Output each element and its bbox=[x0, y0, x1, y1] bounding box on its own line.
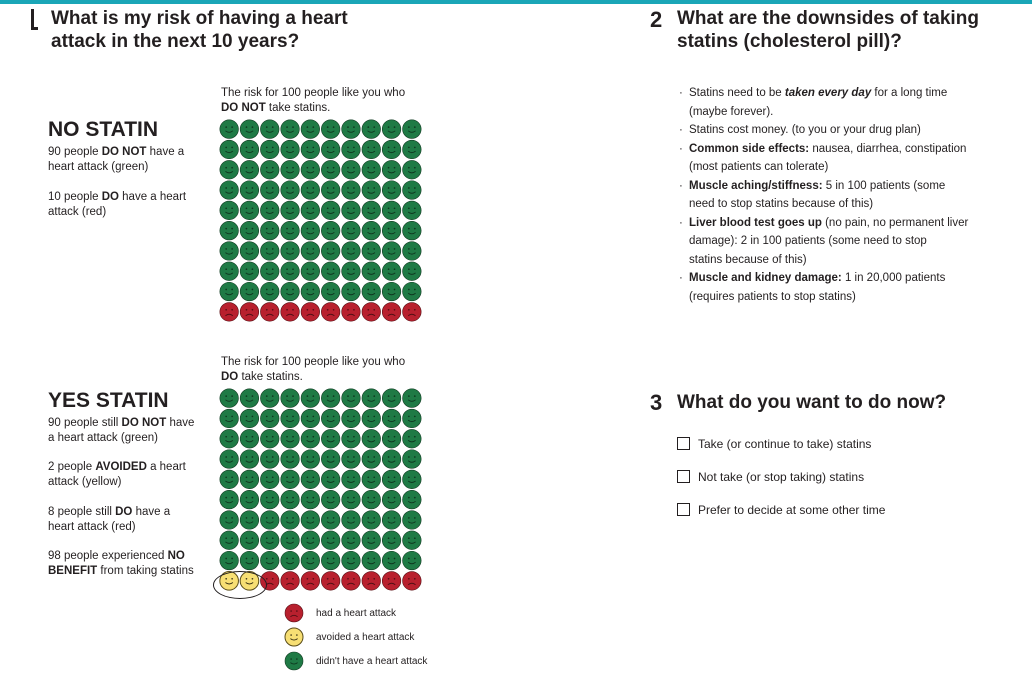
happy-face bbox=[342, 181, 361, 200]
option-not-take-statins[interactable]: Not take (or stop taking) statins bbox=[677, 468, 885, 485]
sad-face bbox=[285, 604, 303, 622]
happy-face bbox=[281, 221, 300, 240]
happy-face bbox=[342, 201, 361, 220]
checkbox[interactable] bbox=[677, 503, 690, 516]
happy-face bbox=[362, 511, 381, 530]
happy-face bbox=[260, 511, 279, 530]
happy-face bbox=[220, 181, 239, 200]
happy-face bbox=[240, 470, 259, 489]
happy-face bbox=[321, 140, 340, 159]
yes-statin-desc-1: 90 people still DO NOT have a heart attack (green) bbox=[48, 417, 195, 444]
happy-face bbox=[382, 242, 401, 261]
happy-face bbox=[321, 120, 340, 139]
happy-face bbox=[220, 242, 239, 261]
happy-face bbox=[321, 221, 340, 240]
happy-face bbox=[342, 511, 361, 530]
happy-face bbox=[281, 470, 300, 489]
yes-statin-caption: The risk for 100 people like you who DO take statins. bbox=[221, 356, 406, 383]
happy-face bbox=[220, 282, 239, 301]
happy-face bbox=[321, 389, 340, 408]
happy-face bbox=[321, 160, 340, 179]
q1-bracket bbox=[31, 9, 38, 30]
yes-statin-desc-4: 98 people experienced NO BENEFIT from taking statins bbox=[48, 550, 194, 577]
happy-face bbox=[362, 160, 381, 179]
happy-face bbox=[321, 242, 340, 261]
sad-face bbox=[240, 303, 259, 322]
happy-face bbox=[362, 470, 381, 489]
happy-face bbox=[281, 160, 300, 179]
no-statin-caption: The risk for 100 people like you who DO NOT take statins. bbox=[221, 87, 406, 114]
happy-face bbox=[403, 531, 422, 550]
happy-face bbox=[321, 551, 340, 570]
happy-face bbox=[240, 490, 259, 509]
happy-face bbox=[321, 429, 340, 448]
list-item: · Statins need to be taken every day for a long time (maybe forever). bbox=[679, 84, 999, 121]
happy-face bbox=[321, 201, 340, 220]
happy-face bbox=[220, 221, 239, 240]
happy-face bbox=[260, 389, 279, 408]
yes-statin-desc-3: 8 people still DO have a heart attack (red) bbox=[48, 506, 171, 533]
sad-face bbox=[382, 572, 401, 591]
green-face-svg bbox=[284, 651, 304, 671]
list-item: · Statins cost money. (to you or your drug plan) bbox=[679, 121, 999, 140]
happy-face bbox=[240, 409, 259, 428]
happy-face bbox=[321, 409, 340, 428]
happy-face bbox=[382, 450, 401, 469]
happy-face bbox=[403, 120, 422, 139]
happy-face bbox=[281, 282, 300, 301]
happy-face bbox=[240, 181, 259, 200]
happy-face bbox=[403, 140, 422, 159]
happy-face bbox=[220, 531, 239, 550]
happy-face bbox=[403, 389, 422, 408]
happy-face bbox=[382, 160, 401, 179]
happy-face bbox=[301, 429, 320, 448]
red-face-svg bbox=[284, 603, 304, 623]
happy-face bbox=[260, 120, 279, 139]
happy-face bbox=[382, 120, 401, 139]
happy-face bbox=[362, 450, 381, 469]
sad-face bbox=[403, 303, 422, 322]
happy-face bbox=[382, 201, 401, 220]
happy-face bbox=[382, 409, 401, 428]
happy-face bbox=[403, 242, 422, 261]
q1-title: What is my risk of having a heart attack in the next 10 years? bbox=[51, 8, 348, 52]
sad-face bbox=[321, 303, 340, 322]
legend-green: didn't have a heart attack bbox=[284, 649, 427, 673]
happy-face bbox=[403, 181, 422, 200]
happy-face bbox=[240, 551, 259, 570]
no-statin-desc-2: 10 people DO have a heart attack (red) bbox=[48, 191, 187, 218]
happy-face bbox=[342, 160, 361, 179]
avoided-highlight-ellipse bbox=[213, 571, 267, 599]
happy-face bbox=[260, 470, 279, 489]
happy-face bbox=[321, 531, 340, 550]
checkbox[interactable] bbox=[677, 437, 690, 450]
happy-face bbox=[382, 262, 401, 281]
happy-face bbox=[403, 470, 422, 489]
happy-face bbox=[240, 531, 259, 550]
legend-yellow: avoided a heart attack bbox=[284, 625, 427, 649]
sad-face bbox=[281, 303, 300, 322]
happy-face bbox=[240, 201, 259, 220]
happy-face bbox=[342, 470, 361, 489]
sad-face bbox=[403, 572, 422, 591]
happy-face bbox=[220, 490, 239, 509]
list-item: · Muscle aching/stiffness: 5 in 100 patients (some need to stop statins because of this) bbox=[679, 177, 999, 214]
happy-face bbox=[220, 551, 239, 570]
checkbox[interactable] bbox=[677, 470, 690, 483]
happy-face bbox=[240, 389, 259, 408]
happy-face bbox=[260, 160, 279, 179]
yes-statin-label: YES STATIN bbox=[48, 389, 169, 412]
happy-face bbox=[220, 389, 239, 408]
happy-face bbox=[382, 282, 401, 301]
q3-number: 3 bbox=[650, 390, 663, 415]
happy-face bbox=[301, 511, 320, 530]
happy-face bbox=[342, 120, 361, 139]
happy-face bbox=[281, 120, 300, 139]
happy-face bbox=[342, 429, 361, 448]
happy-face bbox=[382, 429, 401, 448]
happy-face bbox=[285, 652, 303, 670]
face-grid-svg bbox=[219, 388, 422, 591]
happy-face bbox=[301, 389, 320, 408]
happy-face bbox=[342, 531, 361, 550]
happy-face bbox=[382, 551, 401, 570]
sad-face bbox=[301, 303, 320, 322]
option-decide-later[interactable]: Prefer to decide at some other time bbox=[677, 501, 885, 518]
happy-face bbox=[260, 429, 279, 448]
happy-face bbox=[403, 490, 422, 509]
happy-face bbox=[362, 242, 381, 261]
happy-face bbox=[403, 409, 422, 428]
happy-face bbox=[362, 140, 381, 159]
legend-red: had a heart attack bbox=[284, 601, 427, 625]
happy-face bbox=[260, 551, 279, 570]
happy-face bbox=[362, 221, 381, 240]
happy-face bbox=[260, 490, 279, 509]
happy-face bbox=[321, 450, 340, 469]
happy-face bbox=[342, 262, 361, 281]
happy-face bbox=[382, 389, 401, 408]
happy-face bbox=[220, 201, 239, 220]
top-accent-bar bbox=[0, 0, 1032, 4]
list-item: · Liver blood test goes up (no pain, no permanent liver damage): 2 in 100 patients (some need to stop statins because of this) bbox=[679, 214, 999, 270]
happy-face bbox=[301, 120, 320, 139]
sad-face bbox=[382, 303, 401, 322]
happy-face bbox=[240, 160, 259, 179]
happy-face bbox=[220, 120, 239, 139]
happy-face bbox=[260, 262, 279, 281]
happy-face bbox=[281, 490, 300, 509]
no-statin-face-grid bbox=[219, 119, 422, 322]
happy-face bbox=[382, 511, 401, 530]
sad-face bbox=[260, 303, 279, 322]
happy-face bbox=[342, 242, 361, 261]
face-grid-svg bbox=[219, 119, 422, 322]
happy-face bbox=[321, 490, 340, 509]
happy-face bbox=[281, 242, 300, 261]
happy-face bbox=[403, 450, 422, 469]
happy-face bbox=[260, 242, 279, 261]
no-statin-label: NO STATIN bbox=[48, 118, 159, 141]
happy-face bbox=[240, 242, 259, 261]
sad-face bbox=[301, 572, 320, 591]
happy-face bbox=[403, 160, 422, 179]
happy-face bbox=[260, 282, 279, 301]
happy-face bbox=[301, 262, 320, 281]
happy-face bbox=[260, 409, 279, 428]
happy-face bbox=[321, 282, 340, 301]
happy-face bbox=[260, 531, 279, 550]
happy-face bbox=[240, 450, 259, 469]
happy-face bbox=[321, 262, 340, 281]
happy-face bbox=[240, 120, 259, 139]
happy-face bbox=[403, 221, 422, 240]
yellow-happy-face-icon bbox=[284, 627, 310, 647]
happy-face bbox=[382, 531, 401, 550]
happy-face bbox=[342, 450, 361, 469]
happy-face bbox=[285, 628, 303, 646]
q2-number: 2 bbox=[650, 7, 663, 32]
happy-face bbox=[382, 490, 401, 509]
happy-face bbox=[281, 429, 300, 448]
happy-face bbox=[240, 221, 259, 240]
option-take-statins[interactable]: Take (or continue to take) statins bbox=[677, 435, 885, 452]
happy-face bbox=[281, 181, 300, 200]
happy-face bbox=[240, 282, 259, 301]
happy-face bbox=[342, 282, 361, 301]
decision-options bbox=[677, 435, 885, 518]
happy-face bbox=[342, 140, 361, 159]
happy-face bbox=[301, 409, 320, 428]
q2-title: What are the downsides of taking statins (cholesterol pill)? bbox=[677, 8, 979, 52]
happy-face bbox=[281, 409, 300, 428]
happy-face bbox=[382, 221, 401, 240]
happy-face bbox=[362, 409, 381, 428]
red-sad-face-icon bbox=[284, 603, 310, 623]
yellow-face-svg bbox=[284, 627, 304, 647]
happy-face bbox=[220, 262, 239, 281]
sad-face bbox=[220, 303, 239, 322]
happy-face bbox=[321, 511, 340, 530]
no-statin-desc-1: 90 people DO NOT have a heart attack (green) bbox=[48, 146, 185, 173]
happy-face bbox=[301, 181, 320, 200]
sad-face bbox=[342, 572, 361, 591]
happy-face bbox=[403, 201, 422, 220]
happy-face bbox=[362, 201, 381, 220]
yes-statin-face-grid bbox=[219, 388, 422, 591]
sad-face bbox=[281, 572, 300, 591]
happy-face bbox=[281, 551, 300, 570]
happy-face bbox=[342, 409, 361, 428]
downsides-list bbox=[679, 84, 999, 306]
happy-face bbox=[362, 389, 381, 408]
happy-face bbox=[301, 140, 320, 159]
happy-face bbox=[403, 429, 422, 448]
happy-face bbox=[260, 450, 279, 469]
legend bbox=[284, 601, 427, 673]
happy-face bbox=[362, 531, 381, 550]
happy-face bbox=[281, 531, 300, 550]
list-item: · Muscle and kidney damage: 1 in 20,000 patients (requires patients to stop statins) bbox=[679, 269, 999, 306]
happy-face bbox=[240, 262, 259, 281]
happy-face bbox=[301, 450, 320, 469]
happy-face bbox=[301, 160, 320, 179]
happy-face bbox=[220, 409, 239, 428]
happy-face bbox=[301, 531, 320, 550]
happy-face bbox=[220, 511, 239, 530]
happy-face bbox=[301, 470, 320, 489]
happy-face bbox=[220, 140, 239, 159]
happy-face bbox=[301, 490, 320, 509]
happy-face bbox=[240, 511, 259, 530]
happy-face bbox=[240, 429, 259, 448]
happy-face bbox=[281, 389, 300, 408]
happy-face bbox=[281, 262, 300, 281]
happy-face bbox=[362, 429, 381, 448]
happy-face bbox=[281, 140, 300, 159]
happy-face bbox=[362, 551, 381, 570]
happy-face bbox=[220, 429, 239, 448]
sad-face bbox=[342, 303, 361, 322]
happy-face bbox=[301, 221, 320, 240]
happy-face bbox=[362, 181, 381, 200]
happy-face bbox=[342, 389, 361, 408]
happy-face bbox=[301, 201, 320, 220]
yes-statin-desc-2: 2 people AVOIDED a heart attack (yellow) bbox=[48, 461, 186, 488]
happy-face bbox=[362, 120, 381, 139]
happy-face bbox=[362, 262, 381, 281]
sad-face bbox=[321, 572, 340, 591]
happy-face bbox=[342, 221, 361, 240]
happy-face bbox=[301, 551, 320, 570]
happy-face bbox=[240, 140, 259, 159]
happy-face bbox=[260, 221, 279, 240]
happy-face bbox=[321, 470, 340, 489]
happy-face bbox=[382, 181, 401, 200]
happy-face bbox=[260, 201, 279, 220]
happy-face bbox=[342, 490, 361, 509]
happy-face bbox=[362, 282, 381, 301]
happy-face bbox=[260, 140, 279, 159]
happy-face bbox=[403, 551, 422, 570]
happy-face bbox=[382, 470, 401, 489]
list-item: · Common side effects: nausea, diarrhea, constipation (most patients can tolerate) bbox=[679, 140, 999, 177]
happy-face bbox=[362, 490, 381, 509]
happy-face bbox=[321, 181, 340, 200]
happy-face bbox=[220, 160, 239, 179]
happy-face bbox=[281, 450, 300, 469]
happy-face bbox=[220, 470, 239, 489]
q3-title: What do you want to do now? bbox=[677, 392, 947, 413]
happy-face bbox=[342, 551, 361, 570]
happy-face bbox=[281, 201, 300, 220]
happy-face bbox=[260, 181, 279, 200]
happy-face bbox=[281, 511, 300, 530]
happy-face bbox=[301, 242, 320, 261]
happy-face bbox=[403, 282, 422, 301]
happy-face bbox=[301, 282, 320, 301]
sad-face bbox=[362, 303, 381, 322]
happy-face bbox=[220, 450, 239, 469]
happy-face bbox=[403, 262, 422, 281]
happy-face bbox=[403, 511, 422, 530]
happy-face bbox=[382, 140, 401, 159]
green-happy-face-icon bbox=[284, 651, 310, 671]
sad-face bbox=[362, 572, 381, 591]
